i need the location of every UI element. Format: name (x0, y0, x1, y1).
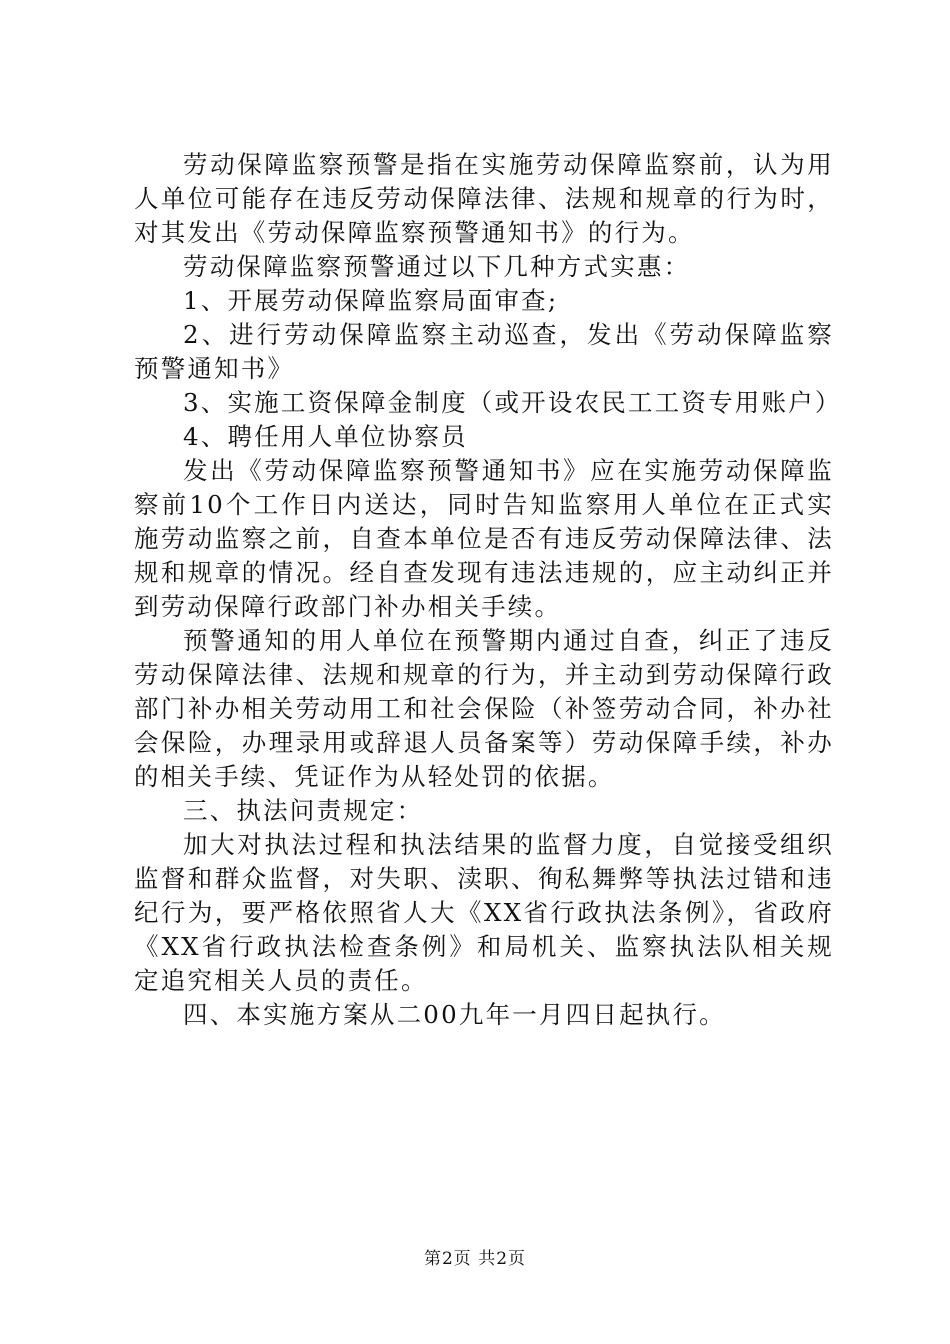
document-body (134, 148, 842, 1032)
paragraph-self-correction: 预警通知的用人单位在预警期内通过自查，纠正了违反劳动保障法律、法规和规章的行为，并主动到劳动保障行政部门补办相关劳动用工和社会保险（补签劳动合同，补办社会保险，办理录用或辞退人员备案等）劳动保障手续，补办的相关手续、凭证作为从轻处罚的依据。 (134, 626, 834, 791)
page-number: 第2页 共2页 (423, 1249, 527, 1269)
list-item-2: 2、进行劳动保障监察主动巡查，发出《劳动保障监察预警通知书》 (134, 320, 834, 383)
paragraph-notice-delivery: 发出《劳动保障监察预警通知书》应在实施劳动保障监察前10个工作日内送达，同时告知监察用人单位在正式实施劳动监察之前，自查本单位是否有违反劳动保障法律、法规和规章的情况。经自查发现有违法违规的，应主动纠正并到劳动保障行政部门补办相关手续。 (134, 456, 834, 621)
section-heading-accountability: 三、执法问责规定： (183, 796, 424, 825)
paragraph-accountability: 加大对执法过程和执法结果的监督力度，自觉接受组织监督和群众监督，对失职、渎职、徇私舞弊等执法过错和违纪行为，要严格依照省人大《XX省行政执法条例》，省政府《XX省行政执法检查条例》和局机关、监察执法队相关规定追究相关人员的责任。 (134, 830, 834, 995)
paragraph-effective-date: 四、本实施方案从二00九年一月四日起执行。 (183, 1000, 726, 1029)
paragraph-definition: 劳动保障监察预警是指在实施劳动保障监察前，认为用人单位可能存在违反劳动保障法律、法规和规章的行为时，对其发出《劳动保障监察预警通知书》的行为。 (134, 150, 834, 247)
paragraph-methods-intro: 劳动保障监察预警通过以下几种方式实惠： (183, 252, 691, 281)
list-item-4: 4、聘任用人单位协察员 (183, 422, 468, 451)
list-item-1: 1、开展劳动保障监察局面审查; (183, 286, 559, 315)
list-item-3: 3、实施工资保障金制度（或开设农民工工资专用账户） (183, 388, 842, 417)
